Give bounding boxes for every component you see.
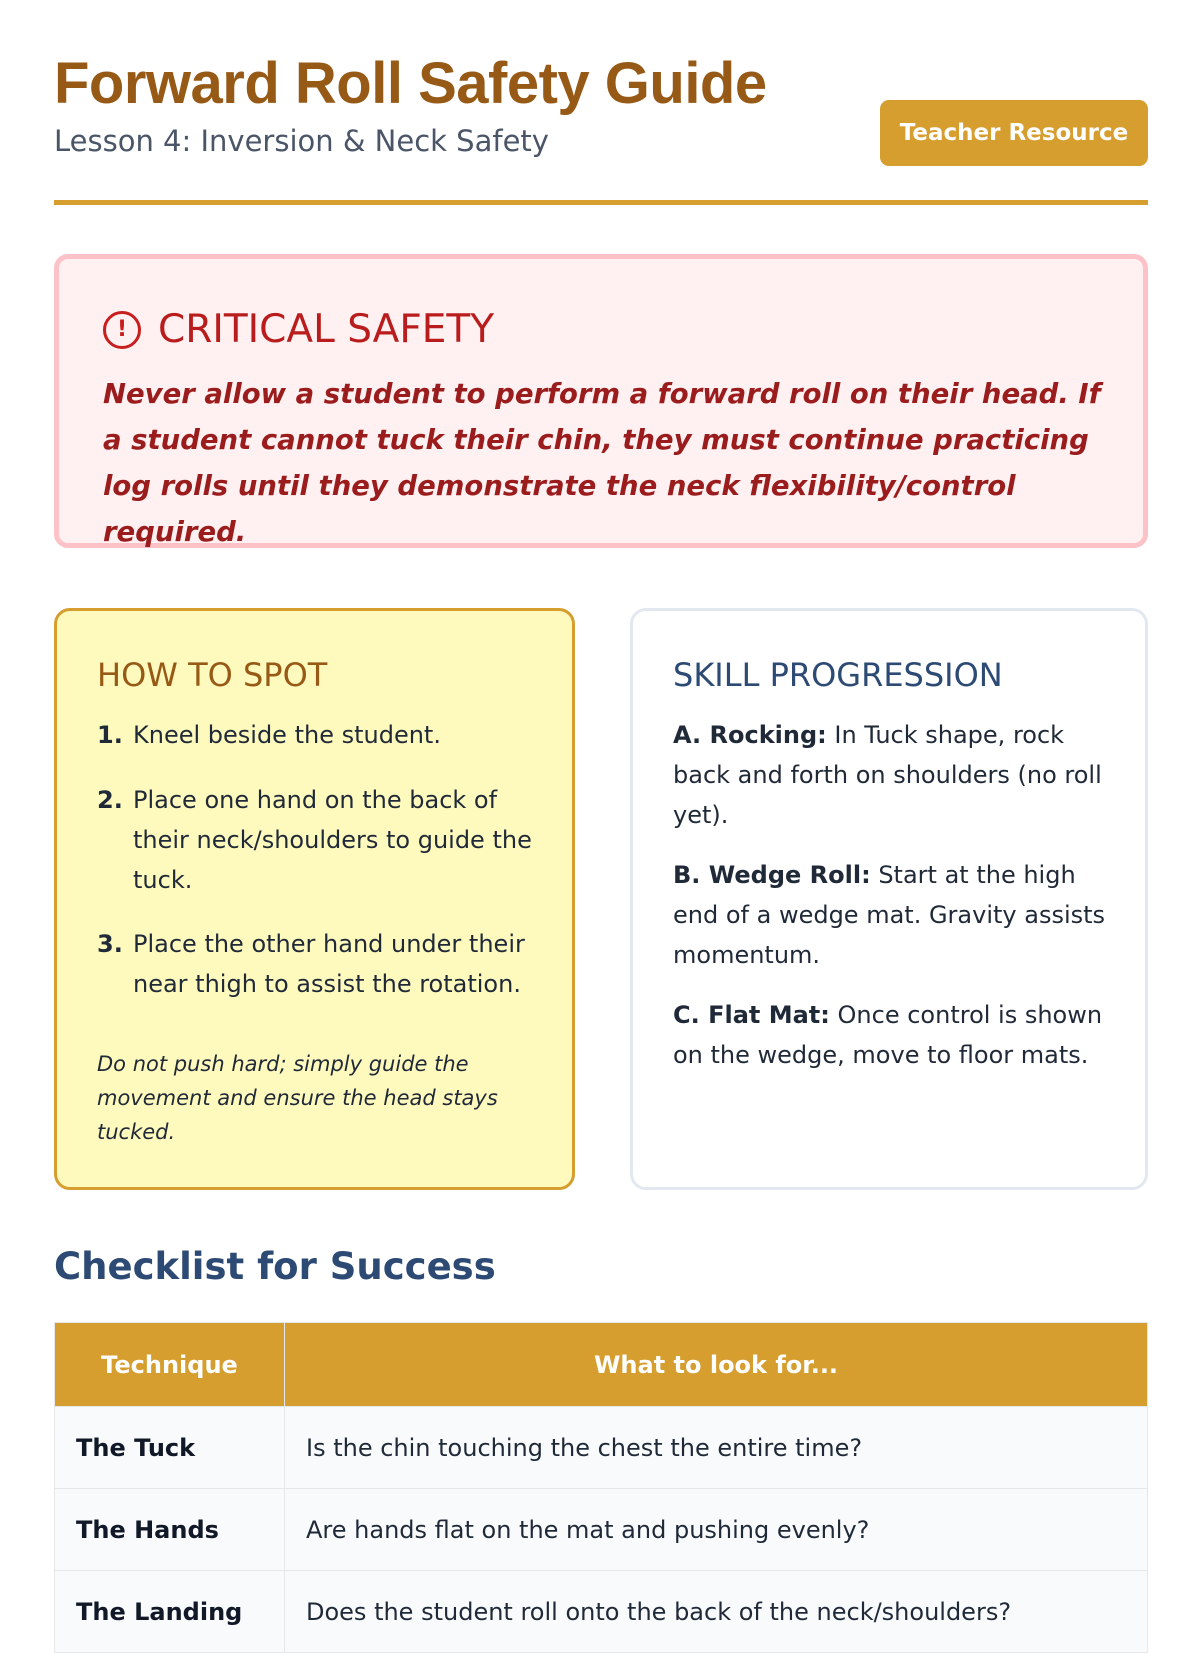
- page-subtitle: Lesson 4: Inversion & Neck Safety: [54, 124, 549, 158]
- progression-item-text: In Tuck shape, rock back and forth on shoulders (no roll yet).: [673, 721, 1102, 829]
- skill-progression-card: [630, 608, 1148, 1190]
- spot-step-number: 1.: [97, 721, 123, 749]
- alert-circle-icon: !: [103, 311, 141, 349]
- spot-note: Do not push hard; simply guide the movement and ensure the head stays tucked.: [97, 1052, 498, 1144]
- spot-step: [97, 924, 537, 1004]
- spot-step-text: Place the other hand under their near thigh to assist the rotation.: [133, 930, 525, 998]
- critical-safety-box: [54, 254, 1148, 548]
- column-header-look-for: What to look for...: [285, 1323, 1148, 1407]
- technique-cell: The Tuck: [55, 1407, 285, 1489]
- column-header-technique: Technique: [55, 1323, 285, 1407]
- checklist-title: Checklist for Success: [54, 1245, 496, 1288]
- how-to-spot-title: HOW TO SPOT: [97, 656, 328, 694]
- spot-step-number: 3.: [97, 930, 123, 958]
- spot-step: [97, 780, 537, 900]
- look-for-cell: Does the student roll onto the back of the neck/shoulders?: [285, 1571, 1148, 1653]
- spot-step-number: 2.: [97, 786, 123, 814]
- look-for-cell: Are hands flat on the mat and pushing evenly?: [285, 1489, 1148, 1571]
- page-header: [54, 50, 1148, 205]
- skill-progression-title: SKILL PROGRESSION: [673, 656, 1003, 694]
- technique-cell: The Landing: [55, 1571, 285, 1653]
- table-header-row: [55, 1323, 1148, 1407]
- progression-item: [673, 995, 1113, 1075]
- progression-item: [673, 715, 1113, 835]
- critical-safety-header: [103, 307, 494, 352]
- how-to-spot-card: [54, 608, 575, 1190]
- progression-item-text: Start at the high end of a wedge mat. Gravity assists momentum.: [673, 861, 1106, 969]
- technique-cell: The Hands: [55, 1489, 285, 1571]
- critical-safety-title: CRITICAL SAFETY: [158, 307, 495, 352]
- table-row: [55, 1571, 1148, 1653]
- progression-item: [673, 855, 1113, 975]
- table-row: [55, 1407, 1148, 1489]
- table-row: [55, 1489, 1148, 1571]
- teacher-resource-badge: Teacher Resource: [880, 100, 1148, 166]
- progression-item-label: A. Rocking:: [673, 721, 827, 749]
- checklist-table: [54, 1322, 1148, 1653]
- progression-item-label: B. Wedge Roll:: [673, 861, 871, 889]
- spot-step-text: Kneel beside the student.: [133, 721, 441, 749]
- spot-step: [97, 715, 537, 755]
- look-for-cell: Is the chin touching the chest the entire time?: [285, 1407, 1148, 1489]
- progression-item-text: Once control is shown on the wedge, move to floor mats.: [673, 1001, 1103, 1069]
- critical-safety-text: Never allow a student to perform a forward roll on their head. If a student cannot tuck their chin, they must continue practicing log rolls until they demonstrate the neck flexibility/control required.: [103, 378, 1101, 548]
- spot-step-text: Place one hand on the back of their neck/shoulders to guide the tuck.: [133, 786, 532, 894]
- page-title: Forward Roll Safety Guide: [54, 51, 767, 116]
- progression-item-label: C. Flat Mat:: [673, 1001, 830, 1029]
